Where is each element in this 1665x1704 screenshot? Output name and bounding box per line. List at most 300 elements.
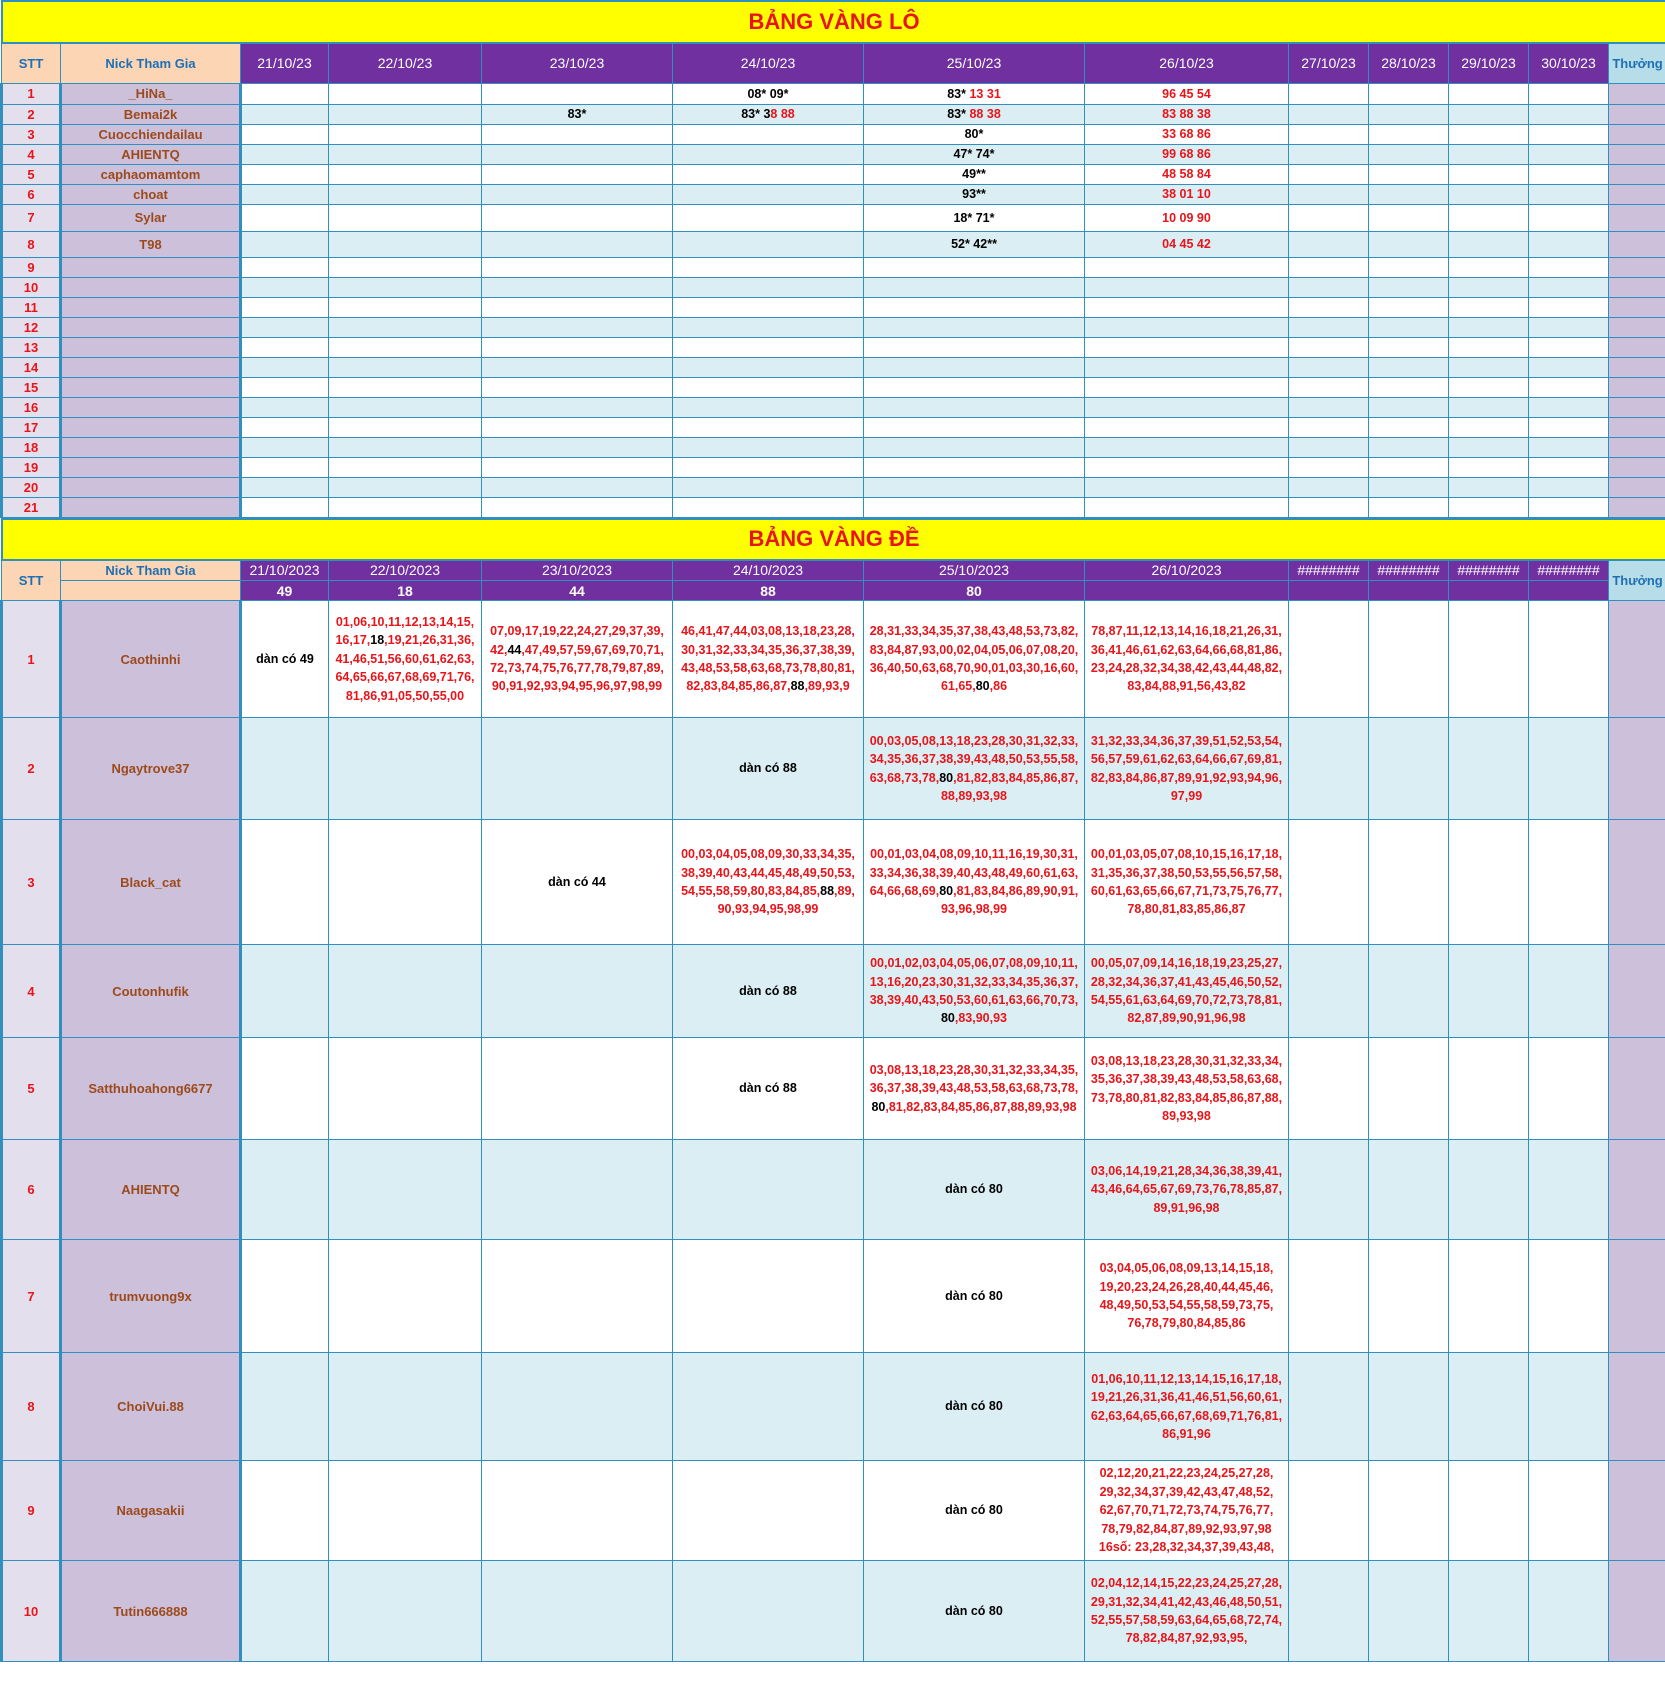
lo-cell[interactable] xyxy=(1289,417,1369,437)
lo-cell[interactable] xyxy=(1369,144,1449,164)
lo-cell[interactable] xyxy=(1369,297,1449,317)
de-cell[interactable] xyxy=(1529,945,1609,1038)
lo-cell[interactable] xyxy=(673,497,864,517)
lo-cell[interactable] xyxy=(864,457,1085,477)
lo-cell[interactable] xyxy=(1449,357,1529,377)
lo-cell[interactable] xyxy=(1085,477,1289,497)
lo-cell[interactable] xyxy=(241,397,329,417)
lo-cell[interactable] xyxy=(1085,83,1289,104)
lo-cell[interactable] xyxy=(241,204,329,231)
lo-cell[interactable] xyxy=(1529,297,1609,317)
de-cell[interactable] xyxy=(329,1140,482,1240)
lo-cell[interactable] xyxy=(482,357,673,377)
lo-cell[interactable] xyxy=(1289,457,1369,477)
de-cell[interactable] xyxy=(1369,1038,1449,1140)
de-cell[interactable] xyxy=(1529,1353,1609,1461)
lo-cell[interactable] xyxy=(1289,377,1369,397)
lo-cell[interactable] xyxy=(329,477,482,497)
lo-cell[interactable] xyxy=(1289,317,1369,337)
de-cell[interactable] xyxy=(673,1561,864,1662)
lo-cell[interactable] xyxy=(241,277,329,297)
lo-cell[interactable] xyxy=(241,417,329,437)
lo-cell[interactable] xyxy=(482,317,673,337)
lo-cell[interactable] xyxy=(329,417,482,437)
lo-cell[interactable] xyxy=(1529,377,1609,397)
de-cell[interactable] xyxy=(1289,601,1369,718)
lo-cell[interactable] xyxy=(673,317,864,337)
de-cell[interactable] xyxy=(482,1353,673,1461)
lo-cell[interactable] xyxy=(241,337,329,357)
de-cell[interactable] xyxy=(482,1038,673,1140)
de-cell[interactable] xyxy=(482,1561,673,1662)
de-cell[interactable] xyxy=(329,1461,482,1561)
de-cell[interactable] xyxy=(864,1353,1085,1461)
lo-cell[interactable] xyxy=(1085,164,1289,184)
de-cell[interactable] xyxy=(1369,1353,1449,1461)
de-cell[interactable] xyxy=(329,1353,482,1461)
lo-cell[interactable] xyxy=(864,417,1085,437)
lo-cell[interactable] xyxy=(864,104,1085,124)
de-cell[interactable] xyxy=(1289,1561,1369,1662)
lo-cell[interactable] xyxy=(1085,124,1289,144)
lo-cell[interactable] xyxy=(329,297,482,317)
lo-cell[interactable] xyxy=(1085,104,1289,124)
lo-cell[interactable] xyxy=(482,377,673,397)
de-cell[interactable] xyxy=(1529,1038,1609,1140)
de-cell[interactable] xyxy=(1529,601,1609,718)
lo-cell[interactable] xyxy=(241,144,329,164)
lo-cell[interactable] xyxy=(1529,257,1609,277)
lo-cell[interactable] xyxy=(1529,477,1609,497)
de-cell[interactable] xyxy=(482,1140,673,1240)
lo-cell[interactable] xyxy=(1529,337,1609,357)
lo-cell[interactable] xyxy=(482,204,673,231)
lo-cell[interactable] xyxy=(1369,164,1449,184)
lo-cell[interactable] xyxy=(329,83,482,104)
de-cell[interactable] xyxy=(864,945,1085,1038)
lo-cell[interactable] xyxy=(864,397,1085,417)
lo-cell[interactable] xyxy=(1085,144,1289,164)
de-cell[interactable] xyxy=(1085,1140,1289,1240)
lo-cell[interactable] xyxy=(329,337,482,357)
de-cell[interactable] xyxy=(864,718,1085,820)
lo-cell[interactable] xyxy=(864,83,1085,104)
de-cell[interactable] xyxy=(1529,718,1609,820)
lo-cell[interactable] xyxy=(241,124,329,144)
de-cell[interactable] xyxy=(1449,1038,1529,1140)
de-cell[interactable] xyxy=(1289,1461,1369,1561)
lo-cell[interactable] xyxy=(864,357,1085,377)
de-cell[interactable] xyxy=(673,1240,864,1353)
lo-cell[interactable] xyxy=(482,231,673,257)
lo-cell[interactable] xyxy=(1289,124,1369,144)
lo-cell[interactable] xyxy=(1085,377,1289,397)
de-cell[interactable] xyxy=(1449,1140,1529,1240)
lo-cell[interactable] xyxy=(482,83,673,104)
lo-cell[interactable] xyxy=(673,337,864,357)
lo-cell[interactable] xyxy=(1289,357,1369,377)
de-cell[interactable] xyxy=(1449,1461,1529,1561)
lo-cell[interactable] xyxy=(1289,83,1369,104)
lo-cell[interactable] xyxy=(482,104,673,124)
lo-cell[interactable] xyxy=(1289,497,1369,517)
lo-cell[interactable] xyxy=(1085,437,1289,457)
de-cell[interactable] xyxy=(1529,1561,1609,1662)
lo-cell[interactable] xyxy=(1449,164,1529,184)
lo-cell[interactable] xyxy=(482,417,673,437)
lo-cell[interactable] xyxy=(241,317,329,337)
lo-cell[interactable] xyxy=(864,164,1085,184)
lo-cell[interactable] xyxy=(1289,144,1369,164)
lo-cell[interactable] xyxy=(864,437,1085,457)
de-cell[interactable] xyxy=(241,601,329,718)
lo-cell[interactable] xyxy=(1449,184,1529,204)
lo-cell[interactable] xyxy=(1369,231,1449,257)
lo-cell[interactable] xyxy=(329,184,482,204)
lo-cell[interactable] xyxy=(1289,277,1369,297)
lo-cell[interactable] xyxy=(673,124,864,144)
de-cell[interactable] xyxy=(241,1038,329,1140)
de-cell[interactable] xyxy=(1529,820,1609,945)
lo-cell[interactable] xyxy=(1085,497,1289,517)
de-cell[interactable] xyxy=(1085,601,1289,718)
lo-cell[interactable] xyxy=(1529,277,1609,297)
lo-cell[interactable] xyxy=(329,497,482,517)
de-cell[interactable] xyxy=(1085,1353,1289,1461)
lo-cell[interactable] xyxy=(241,231,329,257)
lo-cell[interactable] xyxy=(241,377,329,397)
de-cell[interactable] xyxy=(1289,1353,1369,1461)
de-cell[interactable] xyxy=(1289,1038,1369,1140)
de-cell[interactable] xyxy=(1449,945,1529,1038)
de-cell[interactable] xyxy=(1449,601,1529,718)
de-cell[interactable] xyxy=(673,1038,864,1140)
de-cell[interactable] xyxy=(673,945,864,1038)
lo-cell[interactable] xyxy=(673,297,864,317)
lo-cell[interactable] xyxy=(482,124,673,144)
de-cell[interactable] xyxy=(673,1353,864,1461)
lo-cell[interactable] xyxy=(1529,437,1609,457)
de-cell[interactable] xyxy=(1449,718,1529,820)
de-cell[interactable] xyxy=(241,1140,329,1240)
lo-cell[interactable] xyxy=(329,231,482,257)
de-cell[interactable] xyxy=(1289,718,1369,820)
lo-cell[interactable] xyxy=(864,257,1085,277)
lo-cell[interactable] xyxy=(1369,104,1449,124)
de-cell[interactable] xyxy=(1529,1240,1609,1353)
de-cell[interactable] xyxy=(329,1561,482,1662)
lo-cell[interactable] xyxy=(1449,204,1529,231)
lo-cell[interactable] xyxy=(1369,357,1449,377)
lo-cell[interactable] xyxy=(329,377,482,397)
lo-cell[interactable] xyxy=(1369,317,1449,337)
lo-cell[interactable] xyxy=(864,277,1085,297)
de-cell[interactable] xyxy=(1369,1461,1449,1561)
lo-cell[interactable] xyxy=(1369,497,1449,517)
de-cell[interactable] xyxy=(482,945,673,1038)
lo-cell[interactable] xyxy=(1289,231,1369,257)
lo-cell[interactable] xyxy=(864,204,1085,231)
lo-cell[interactable] xyxy=(1289,437,1369,457)
de-cell[interactable] xyxy=(1289,1140,1369,1240)
de-cell[interactable] xyxy=(1369,945,1449,1038)
de-cell[interactable] xyxy=(1449,1240,1529,1353)
de-cell[interactable] xyxy=(329,718,482,820)
lo-cell[interactable] xyxy=(1369,397,1449,417)
lo-cell[interactable] xyxy=(1085,317,1289,337)
de-cell[interactable] xyxy=(482,718,673,820)
lo-cell[interactable] xyxy=(329,164,482,184)
lo-cell[interactable] xyxy=(1449,337,1529,357)
lo-cell[interactable] xyxy=(482,397,673,417)
lo-cell[interactable] xyxy=(673,397,864,417)
lo-cell[interactable] xyxy=(1449,497,1529,517)
lo-cell[interactable] xyxy=(482,477,673,497)
lo-cell[interactable] xyxy=(1449,317,1529,337)
lo-cell[interactable] xyxy=(1529,457,1609,477)
lo-cell[interactable] xyxy=(1369,277,1449,297)
lo-cell[interactable] xyxy=(1529,417,1609,437)
lo-cell[interactable] xyxy=(1085,297,1289,317)
de-cell[interactable] xyxy=(673,1461,864,1561)
lo-cell[interactable] xyxy=(864,297,1085,317)
de-cell[interactable] xyxy=(482,1461,673,1561)
lo-cell[interactable] xyxy=(1369,437,1449,457)
lo-cell[interactable] xyxy=(673,144,864,164)
lo-cell[interactable] xyxy=(1529,104,1609,124)
lo-cell[interactable] xyxy=(673,164,864,184)
lo-cell[interactable] xyxy=(1369,257,1449,277)
lo-cell[interactable] xyxy=(1369,377,1449,397)
de-cell[interactable] xyxy=(1085,718,1289,820)
lo-cell[interactable] xyxy=(1085,397,1289,417)
lo-cell[interactable] xyxy=(864,337,1085,357)
lo-cell[interactable] xyxy=(673,357,864,377)
lo-cell[interactable] xyxy=(1529,164,1609,184)
lo-cell[interactable] xyxy=(1289,477,1369,497)
de-cell[interactable] xyxy=(1369,820,1449,945)
de-cell[interactable] xyxy=(864,1240,1085,1353)
de-cell[interactable] xyxy=(864,1461,1085,1561)
lo-cell[interactable] xyxy=(1085,277,1289,297)
de-cell[interactable] xyxy=(241,1561,329,1662)
lo-cell[interactable] xyxy=(1529,124,1609,144)
lo-cell[interactable] xyxy=(1085,204,1289,231)
lo-cell[interactable] xyxy=(241,164,329,184)
lo-cell[interactable] xyxy=(329,104,482,124)
lo-cell[interactable] xyxy=(1085,257,1289,277)
de-cell[interactable] xyxy=(1085,945,1289,1038)
de-cell[interactable] xyxy=(673,601,864,718)
lo-cell[interactable] xyxy=(1529,184,1609,204)
lo-cell[interactable] xyxy=(1449,437,1529,457)
lo-cell[interactable] xyxy=(1369,457,1449,477)
lo-cell[interactable] xyxy=(329,357,482,377)
lo-cell[interactable] xyxy=(241,297,329,317)
de-cell[interactable] xyxy=(1369,601,1449,718)
lo-cell[interactable] xyxy=(241,477,329,497)
lo-cell[interactable] xyxy=(482,297,673,317)
lo-cell[interactable] xyxy=(673,204,864,231)
lo-cell[interactable] xyxy=(1449,297,1529,317)
de-cell[interactable] xyxy=(241,820,329,945)
lo-cell[interactable] xyxy=(1289,184,1369,204)
de-cell[interactable] xyxy=(1529,1140,1609,1240)
lo-cell[interactable] xyxy=(1449,231,1529,257)
de-cell[interactable] xyxy=(482,1240,673,1353)
lo-cell[interactable] xyxy=(1449,144,1529,164)
de-cell[interactable] xyxy=(241,1353,329,1461)
lo-cell[interactable] xyxy=(241,357,329,377)
lo-cell[interactable] xyxy=(1369,83,1449,104)
lo-cell[interactable] xyxy=(1529,204,1609,231)
lo-cell[interactable] xyxy=(1289,337,1369,357)
lo-cell[interactable] xyxy=(329,397,482,417)
lo-cell[interactable] xyxy=(1369,417,1449,437)
lo-cell[interactable] xyxy=(1529,317,1609,337)
lo-cell[interactable] xyxy=(329,144,482,164)
lo-cell[interactable] xyxy=(482,497,673,517)
lo-cell[interactable] xyxy=(1449,397,1529,417)
lo-cell[interactable] xyxy=(864,317,1085,337)
lo-cell[interactable] xyxy=(241,104,329,124)
lo-cell[interactable] xyxy=(673,104,864,124)
de-cell[interactable] xyxy=(864,820,1085,945)
lo-cell[interactable] xyxy=(482,164,673,184)
de-cell[interactable] xyxy=(329,1038,482,1140)
lo-cell[interactable] xyxy=(482,184,673,204)
de-cell[interactable] xyxy=(329,601,482,718)
lo-cell[interactable] xyxy=(673,184,864,204)
lo-cell[interactable] xyxy=(1449,124,1529,144)
de-cell[interactable] xyxy=(673,820,864,945)
lo-cell[interactable] xyxy=(673,231,864,257)
lo-cell[interactable] xyxy=(1289,297,1369,317)
de-cell[interactable] xyxy=(1369,1140,1449,1240)
lo-cell[interactable] xyxy=(1369,477,1449,497)
lo-cell[interactable] xyxy=(1529,397,1609,417)
de-cell[interactable] xyxy=(241,1240,329,1353)
de-cell[interactable] xyxy=(1449,820,1529,945)
lo-cell[interactable] xyxy=(864,477,1085,497)
lo-cell[interactable] xyxy=(1529,144,1609,164)
lo-cell[interactable] xyxy=(241,437,329,457)
lo-cell[interactable] xyxy=(1529,231,1609,257)
de-cell[interactable] xyxy=(1289,1240,1369,1353)
lo-cell[interactable] xyxy=(1449,477,1529,497)
de-cell[interactable] xyxy=(241,1461,329,1561)
lo-cell[interactable] xyxy=(1289,257,1369,277)
lo-cell[interactable] xyxy=(673,457,864,477)
lo-cell[interactable] xyxy=(1449,277,1529,297)
lo-cell[interactable] xyxy=(329,124,482,144)
de-cell[interactable] xyxy=(1085,1461,1289,1561)
lo-cell[interactable] xyxy=(1529,83,1609,104)
lo-cell[interactable] xyxy=(241,184,329,204)
lo-cell[interactable] xyxy=(1085,184,1289,204)
lo-cell[interactable] xyxy=(1369,204,1449,231)
lo-cell[interactable] xyxy=(329,457,482,477)
de-cell[interactable] xyxy=(864,1038,1085,1140)
lo-cell[interactable] xyxy=(482,337,673,357)
lo-cell[interactable] xyxy=(864,184,1085,204)
de-cell[interactable] xyxy=(1529,1461,1609,1561)
lo-cell[interactable] xyxy=(1085,231,1289,257)
lo-cell[interactable] xyxy=(329,437,482,457)
de-cell[interactable] xyxy=(1085,1240,1289,1353)
lo-cell[interactable] xyxy=(1529,497,1609,517)
lo-cell[interactable] xyxy=(1085,357,1289,377)
de-cell[interactable] xyxy=(241,718,329,820)
de-cell[interactable] xyxy=(1449,1561,1529,1662)
lo-cell[interactable] xyxy=(864,497,1085,517)
de-cell[interactable] xyxy=(329,820,482,945)
de-cell[interactable] xyxy=(864,1140,1085,1240)
lo-cell[interactable] xyxy=(1289,204,1369,231)
lo-cell[interactable] xyxy=(1369,184,1449,204)
lo-cell[interactable] xyxy=(1289,397,1369,417)
de-cell[interactable] xyxy=(864,1561,1085,1662)
de-cell[interactable] xyxy=(673,718,864,820)
lo-cell[interactable] xyxy=(673,417,864,437)
lo-cell[interactable] xyxy=(1529,357,1609,377)
lo-cell[interactable] xyxy=(329,317,482,337)
lo-cell[interactable] xyxy=(1085,337,1289,357)
lo-cell[interactable] xyxy=(1449,377,1529,397)
de-cell[interactable] xyxy=(1289,945,1369,1038)
lo-cell[interactable] xyxy=(673,83,864,104)
lo-cell[interactable] xyxy=(482,144,673,164)
lo-cell[interactable] xyxy=(482,457,673,477)
lo-cell[interactable] xyxy=(1449,417,1529,437)
de-cell[interactable] xyxy=(1085,820,1289,945)
lo-cell[interactable] xyxy=(1085,457,1289,477)
lo-cell[interactable] xyxy=(329,277,482,297)
de-cell[interactable] xyxy=(329,945,482,1038)
lo-cell[interactable] xyxy=(241,83,329,104)
lo-cell[interactable] xyxy=(1289,164,1369,184)
de-cell[interactable] xyxy=(329,1240,482,1353)
lo-cell[interactable] xyxy=(864,124,1085,144)
lo-cell[interactable] xyxy=(864,231,1085,257)
lo-cell[interactable] xyxy=(241,257,329,277)
de-cell[interactable] xyxy=(241,945,329,1038)
de-cell[interactable] xyxy=(673,1140,864,1240)
lo-cell[interactable] xyxy=(673,377,864,397)
lo-cell[interactable] xyxy=(1085,417,1289,437)
lo-cell[interactable] xyxy=(482,437,673,457)
lo-cell[interactable] xyxy=(1449,104,1529,124)
lo-cell[interactable] xyxy=(1369,337,1449,357)
de-cell[interactable] xyxy=(1289,820,1369,945)
lo-cell[interactable] xyxy=(1449,83,1529,104)
lo-cell[interactable] xyxy=(329,257,482,277)
de-cell[interactable] xyxy=(482,820,673,945)
de-cell[interactable] xyxy=(1369,1240,1449,1353)
de-cell[interactable] xyxy=(1449,1353,1529,1461)
lo-cell[interactable] xyxy=(1289,104,1369,124)
de-cell[interactable] xyxy=(482,601,673,718)
lo-cell[interactable] xyxy=(673,477,864,497)
lo-cell[interactable] xyxy=(241,497,329,517)
lo-cell[interactable] xyxy=(673,257,864,277)
lo-cell[interactable] xyxy=(864,144,1085,164)
lo-cell[interactable] xyxy=(673,277,864,297)
lo-cell[interactable] xyxy=(482,257,673,277)
lo-cell[interactable] xyxy=(864,377,1085,397)
lo-cell[interactable] xyxy=(673,437,864,457)
de-cell[interactable] xyxy=(1085,1561,1289,1662)
